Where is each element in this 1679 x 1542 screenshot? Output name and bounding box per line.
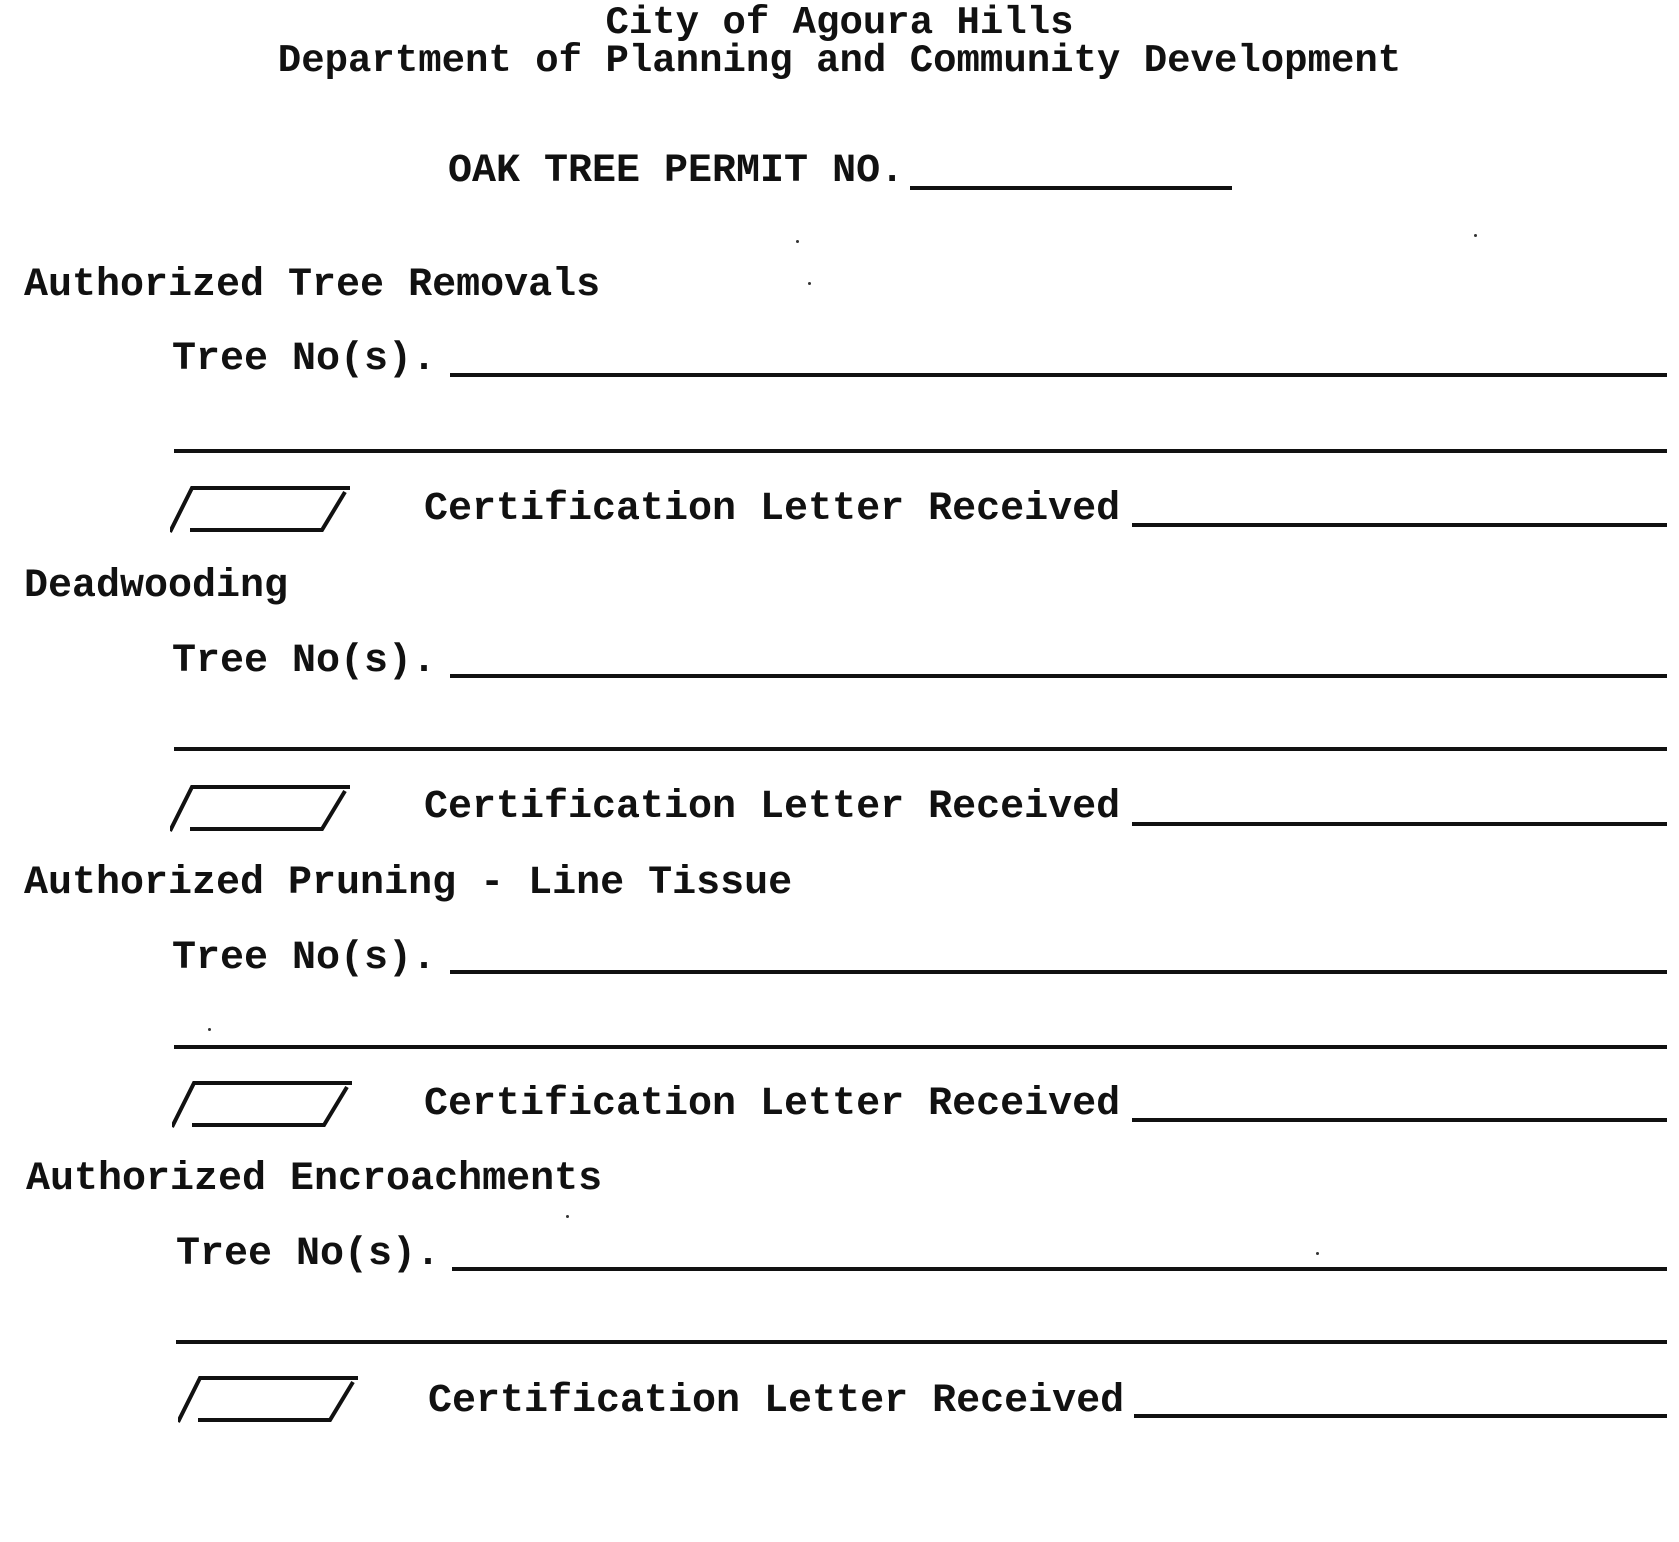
- certification-label: Certification Letter Received: [428, 1379, 1125, 1424]
- scan-speck: [566, 1215, 569, 1218]
- certification-label: Certification Letter Received: [424, 1082, 1121, 1127]
- tree-numbers-label: Tree No(s).: [172, 936, 437, 981]
- certification-label: Certification Letter Received: [424, 487, 1121, 532]
- scan-speck: [796, 240, 799, 243]
- section-title: Authorized Tree Removals: [24, 263, 601, 308]
- permit-label: OAK TREE PERMIT NO.: [448, 149, 905, 194]
- tree-numbers-label: Tree No(s).: [176, 1232, 441, 1277]
- scan-speck: [208, 1028, 211, 1031]
- certification-label: Certification Letter Received: [424, 785, 1121, 830]
- certification-checkbox[interactable]: [178, 1374, 368, 1424]
- tree-numbers-field-continued[interactable]: [174, 449, 1667, 453]
- certification-checkbox[interactable]: [170, 484, 360, 534]
- section-title: Deadwooding: [24, 564, 289, 609]
- tree-numbers-field[interactable]: [452, 1267, 1667, 1271]
- certification-checkbox[interactable]: [172, 1079, 362, 1129]
- tree-numbers-label: Tree No(s).: [172, 639, 437, 684]
- city-title: City of Agoura Hills: [605, 1, 1074, 45]
- permit-number-field[interactable]: [910, 186, 1232, 190]
- tree-numbers-field[interactable]: [450, 373, 1667, 377]
- scan-speck: [808, 282, 811, 285]
- section-title: Authorized Pruning - Line Tissue: [24, 861, 793, 906]
- certification-date-field[interactable]: [1134, 1414, 1667, 1418]
- tree-numbers-label: Tree No(s).: [172, 337, 437, 382]
- tree-numbers-field[interactable]: [450, 970, 1667, 974]
- scan-speck: [1474, 234, 1477, 237]
- certification-checkbox[interactable]: [170, 783, 360, 833]
- department-title: Department of Planning and Community Development: [277, 39, 1402, 83]
- tree-numbers-field-continued[interactable]: [174, 1045, 1667, 1049]
- certification-date-field[interactable]: [1132, 822, 1667, 826]
- certification-date-field[interactable]: [1132, 1118, 1667, 1122]
- certification-date-field[interactable]: [1132, 523, 1667, 527]
- tree-numbers-field-continued[interactable]: [174, 747, 1667, 751]
- scan-speck: [1316, 1252, 1319, 1255]
- tree-numbers-field[interactable]: [450, 674, 1667, 678]
- section-title: Authorized Encroachments: [26, 1157, 603, 1202]
- tree-numbers-field-continued[interactable]: [176, 1340, 1667, 1344]
